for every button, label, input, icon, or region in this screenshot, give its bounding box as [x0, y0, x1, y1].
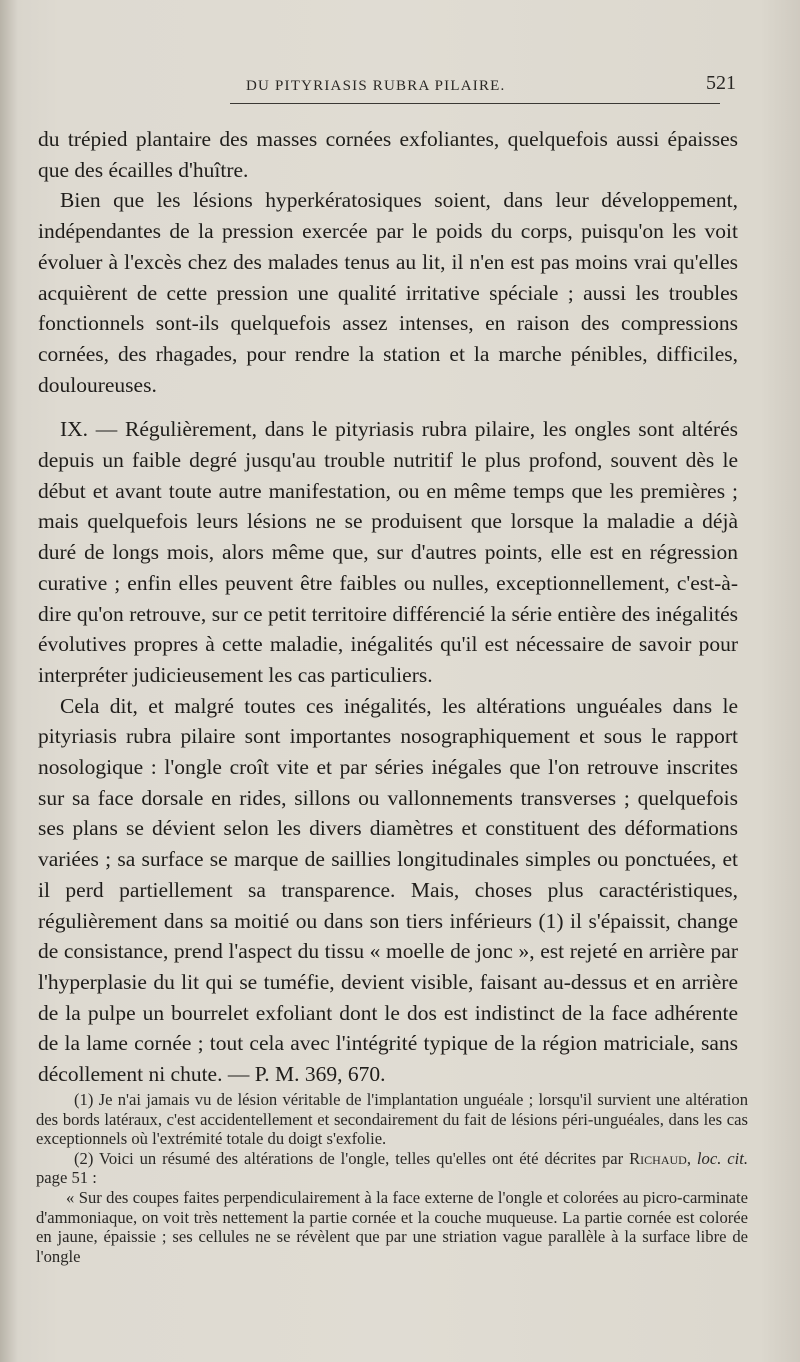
footnote-1: (1) Je n'ai jamais vu de lésion véritable de l'implantation unguéale ; lorsqu'il survient une altération des bords latéraux, c'est accidentellement et secondairement du fait de lésions péri-unguéales, dans les cas exceptionnels où l'extrémité totale du doigt s'exfolie.: [36, 1090, 748, 1149]
header-rule: [230, 103, 720, 104]
paragraph-continuation: du trépied plantaire des masses cornées exfoliantes, quelquefois aussi épaisses que des écailles d'huître.: [38, 127, 738, 182]
footnote-2-sep: ,: [686, 1148, 697, 1168]
page-header: [36, 70, 736, 100]
paragraph-section-ix: IX. — Régulièrement, dans le pityriasis rubra pilaire, les ongles sont altérés depuis un faible degré jusqu'au trouble nutritif le plus profond, souvent dès le début et avant toute autre manifestation, ou en même temps que les premières ; mais quelquefois leurs lésions ne se produisent que lorsque la maladie a déjà duré de longs mois, alors même que, sur d'autres points, elle est en régression curative ; enfin elles peuvent être faibles ou nulles, exceptionnellement, c'est-à-dire qu'on retrouve, sur ce petit territoire différencié la série entière des inégalités évolutives propres à cette maladie, inégalités qu'il est nécessaire de savoir pour interpréter judicieusement les cas particuliers.: [38, 417, 738, 687]
page-number: 521: [706, 72, 736, 94]
footnote-2-start: (2) Voici un résumé des altérations de l'ongle, telles qu'elles ont été décrites par: [74, 1148, 630, 1168]
paragraph-nail-alterations: Cela dit, et malgré toutes ces inégalités, les altérations unguéales dans le pityriasis rubra pilaire sont importantes nosographiquement et sous le rapport nosologique : l'ongle croît vite et par séries inégales que l'on retrouve inscrites sur sa face dorsale en rides, sillons ou vallonnements transverses ; quelquefois ses plans se dévient selon les divers diamètres et constituent des déformations variées ; sa surface se marque de saillies longitudinales simples ou ponctuées, et il perd partiellement sa transparence. Mais, choses plus caractéristiques, régulièrement dans sa moitié ou dans son tiers inférieurs (1) il s'épaissit, change de consistance, prend l'aspect du tissu « moelle de jonc », est rejeté en arrière par l'hyperplasie du lit qui se tuméfie, devient visible, faisant au-dessus et en arrière de la pulpe un bourrelet exfoliant dont le dos est indistinct de la face adhérente de la lame cornée ; tout cela avec l'intégrité typique de la région matriciale, sans décollement ni chute. — P. M. 369, 670.: [38, 693, 738, 1087]
running-head: DU PITYRIASIS RUBRA PILAIRE.: [246, 78, 506, 94]
footnote-2-quote: « Sur des coupes faites perpendiculairement à la face externe de l'ongle et colorées au picro-carminate d'ammoniaque, on voit très nettement la partie cornée et la couche muqueuse. La partie cornée est colorée en jaune, épaissie ; ses cellules ne se révèlent que par une striation vague parallèle à la surface libre de l'ongle: [36, 1187, 748, 1266]
footnotes: [36, 1090, 749, 1266]
paragraph-hyperkeratosis: Bien que les lésions hyperkératosiques soient, dans leur développement, indépendantes de la pression exercée par le poids du corps, puisqu'on les voit évoluer à l'excès chez des malades tenus au lit, il n'en est pas moins vrai qu'elles acquièrent de cette pression une qualité irritative spéciale ; aussi les troubles fonctionnels sont-ils quelquefois assez intenses, en raison des compressions cornées, des rhagades, pour rendre la station et la marche pénibles, difficiles, douloureuses.: [38, 188, 738, 397]
main-text: [38, 124, 738, 1090]
footnote-2-end: page 51 :: [36, 1168, 97, 1188]
footnote-2-loc: loc. cit.: [696, 1148, 749, 1168]
footnote-2-author: Richaud: [629, 1148, 687, 1168]
footnote-2: [36, 1149, 748, 1188]
